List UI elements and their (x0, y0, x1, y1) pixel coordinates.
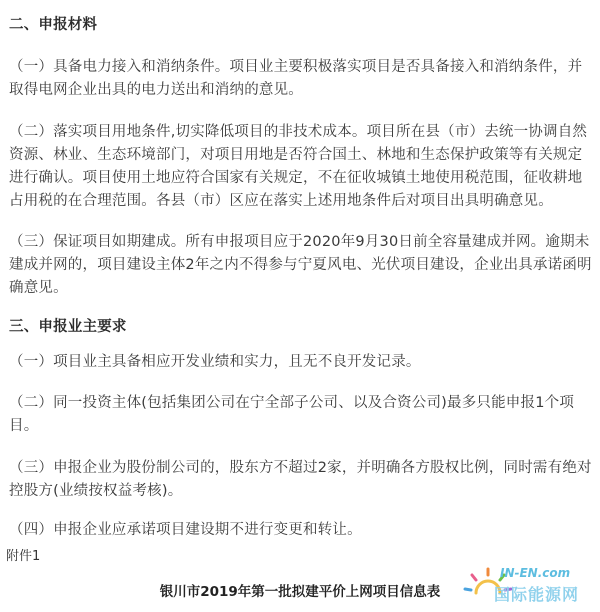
section-heading-materials: 二、申报材料 (9, 17, 98, 33)
watermark-domain: IN-EN.com (500, 566, 571, 580)
paragraph-line: 控股方(业绩按权益考核)。 (9, 483, 183, 499)
paragraph-line: 进行确认。项目使用土地应符合国家有关规定，不在征收城镇土地使用税范围，征收耕地 (9, 170, 583, 186)
table-title: 银川市2019年第一批拟建平价上网项目信息表 (159, 584, 441, 600)
paragraph-line: （一）项目业主具备相应开发业绩和实力，且无不良开发记录。 (9, 354, 421, 370)
paragraph-line: 取得电网企业出具的电力送出和消纳的意见。 (9, 82, 303, 98)
paragraph-line: 占用税的在合理范围。各县（市）区应在落实上述用地条件后对项目出具明确意见。 (9, 193, 553, 209)
paragraph-line: （一）具备电力接入和消纳条件。项目业主要积极落实项目是否具备接入和消纳条件，并 (9, 59, 583, 75)
attachment-label: 附件1 (6, 549, 41, 564)
watermark-name: 国际能源网 (494, 585, 580, 604)
paragraph-line: （三）保证项目如期建成。所有申报项目应于2020年9月30日前全容量建成并网。逾期未 (9, 234, 590, 250)
section-heading-requirements: 三、申报业主要求 (9, 319, 127, 335)
paragraph-line: 目。 (9, 418, 39, 434)
paragraph-line: （二）落实项目用地条件,切实降低项目的非技术成本。项目所在县（市）去统一协调自然 (9, 124, 588, 140)
paragraph-line: （四）申报企业应承诺项目建设期不进行变更和转让。 (9, 522, 362, 538)
paragraph-line: 建成并网的，项目建设主体2年之内不得参与宁夏风电、光伏项目建设，企业出具承诺函明 (9, 257, 592, 273)
paragraph-line: 确意见。 (9, 280, 68, 296)
paragraph-line: （三）申报企业为股份制公司的，股东方不超过2家，并明确各方股权比例，同时需有绝对 (9, 460, 592, 476)
paragraph-line: （二）同一投资主体(包括集团公司在宁全部子公司、以及合资公司)最多只能申报1个项 (9, 395, 575, 411)
paragraph-line: 资源、林业、生态环境部门，对项目用地是否符合国土、林地和生态保护政策等有关规定 (9, 147, 583, 163)
